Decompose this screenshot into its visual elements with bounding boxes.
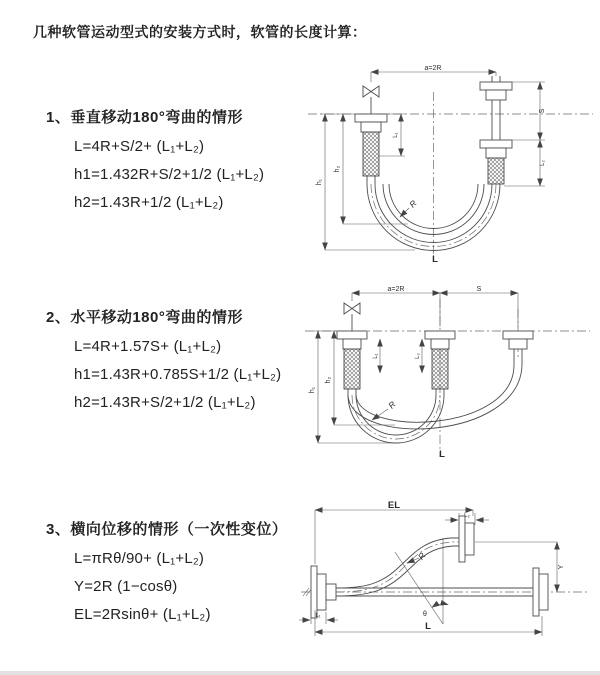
radius-leader bbox=[372, 399, 398, 420]
dim-label-h2: h₂ bbox=[334, 165, 341, 173]
formula-line: h1=1.432R+S/2+1/2 (L₁+L₂) bbox=[74, 166, 265, 183]
angle-label: θ bbox=[423, 611, 427, 618]
dim-label-a2r: a=2R bbox=[424, 65, 442, 72]
dimension-l bbox=[315, 610, 542, 636]
hose-u-bend-position1 bbox=[348, 395, 444, 443]
dimension-l1 bbox=[373, 339, 380, 373]
valve-icon bbox=[363, 86, 379, 114]
left-flange bbox=[337, 331, 367, 395]
dim-label-l2: L₂ bbox=[464, 513, 470, 519]
angle-construction bbox=[395, 538, 448, 624]
dim-label-s: S bbox=[539, 108, 546, 114]
valve-icon bbox=[344, 303, 360, 331]
dim-label-l: L bbox=[425, 621, 431, 632]
dimension-y bbox=[475, 542, 565, 592]
upper-flange bbox=[459, 516, 474, 562]
centerlines bbox=[308, 92, 593, 260]
formula-line: L=πRθ/90+ (L₁+L₂) bbox=[74, 550, 205, 567]
dim-label-el: EL bbox=[387, 500, 401, 511]
section-1-heading: 1、垂直移动180°弯曲的情形 bbox=[46, 109, 243, 126]
length-label: L bbox=[432, 254, 438, 264]
dimension-a2r bbox=[371, 65, 496, 82]
dim-label-h1: h₁ bbox=[316, 178, 323, 186]
dimension-l1 bbox=[299, 612, 338, 624]
right-flange bbox=[503, 331, 533, 365]
formula-line: h2=1.43R+S/2+1/2 (L₁+L₂) bbox=[74, 394, 256, 411]
dim-label-l1: L₁ bbox=[393, 132, 399, 138]
section-1 bbox=[46, 106, 264, 211]
dim-label-s: S bbox=[476, 286, 482, 293]
dim-label-y: Y bbox=[558, 564, 565, 570]
radius-leader bbox=[400, 198, 419, 217]
section-2-heading: 2、水平移动180°弯曲的情形 bbox=[46, 309, 243, 326]
page-bottom-edge bbox=[0, 671, 600, 675]
dimension-el bbox=[315, 500, 473, 564]
diagram-vertical-180-bend bbox=[303, 64, 598, 264]
formula-line: EL=2Rsinθ+ (L₁+L₂) bbox=[74, 606, 211, 623]
dim-label-l2: L₂ bbox=[540, 160, 546, 166]
dim-label-a2r: a=2R bbox=[387, 286, 405, 293]
left-flange bbox=[355, 114, 387, 184]
dimension-s bbox=[440, 286, 518, 327]
dimension-s bbox=[512, 82, 546, 140]
radius-label: R bbox=[415, 550, 428, 562]
middle-flange bbox=[425, 331, 455, 395]
dim-label-l1: L₁ bbox=[315, 613, 321, 619]
page-title: 几种软管运动型式的安装方式时，软管的长度计算： bbox=[33, 24, 367, 40]
formula-line: L=4R+1.57S+ (L₁+L₂) bbox=[74, 338, 222, 355]
formula-line: L=4R+S/2+ (L₁+L₂) bbox=[74, 138, 205, 155]
formula-line: Y=2R (1−cosθ) bbox=[74, 578, 178, 595]
radius-label: R bbox=[386, 399, 398, 411]
dim-label-l1: L₁ bbox=[373, 353, 379, 359]
formula-line: h1=1.43R+0.785S+1/2 (L₁+L₂) bbox=[74, 366, 282, 383]
right-flange bbox=[533, 568, 548, 616]
section-3-heading: 3、横向位移的情形（一次性变位） bbox=[46, 521, 288, 538]
hose-displaced-position bbox=[336, 538, 459, 596]
length-label: L bbox=[439, 449, 445, 460]
diagram-horizontal-180-bend bbox=[300, 285, 595, 460]
formula-line: h2=1.43R+1/2 (L₁+L₂) bbox=[74, 194, 224, 211]
section-2 bbox=[46, 306, 281, 411]
dim-label-h2: h₂ bbox=[325, 376, 332, 384]
dimension-a2r bbox=[352, 286, 440, 327]
dimension-l2 bbox=[415, 339, 422, 373]
radius-label: R bbox=[407, 198, 419, 210]
dim-label-l2: L₂ bbox=[415, 353, 421, 359]
right-flange bbox=[480, 76, 512, 184]
diagram-lateral-displacement bbox=[295, 500, 595, 640]
dim-label-h1: h₁ bbox=[309, 386, 316, 394]
section-3 bbox=[46, 518, 287, 623]
